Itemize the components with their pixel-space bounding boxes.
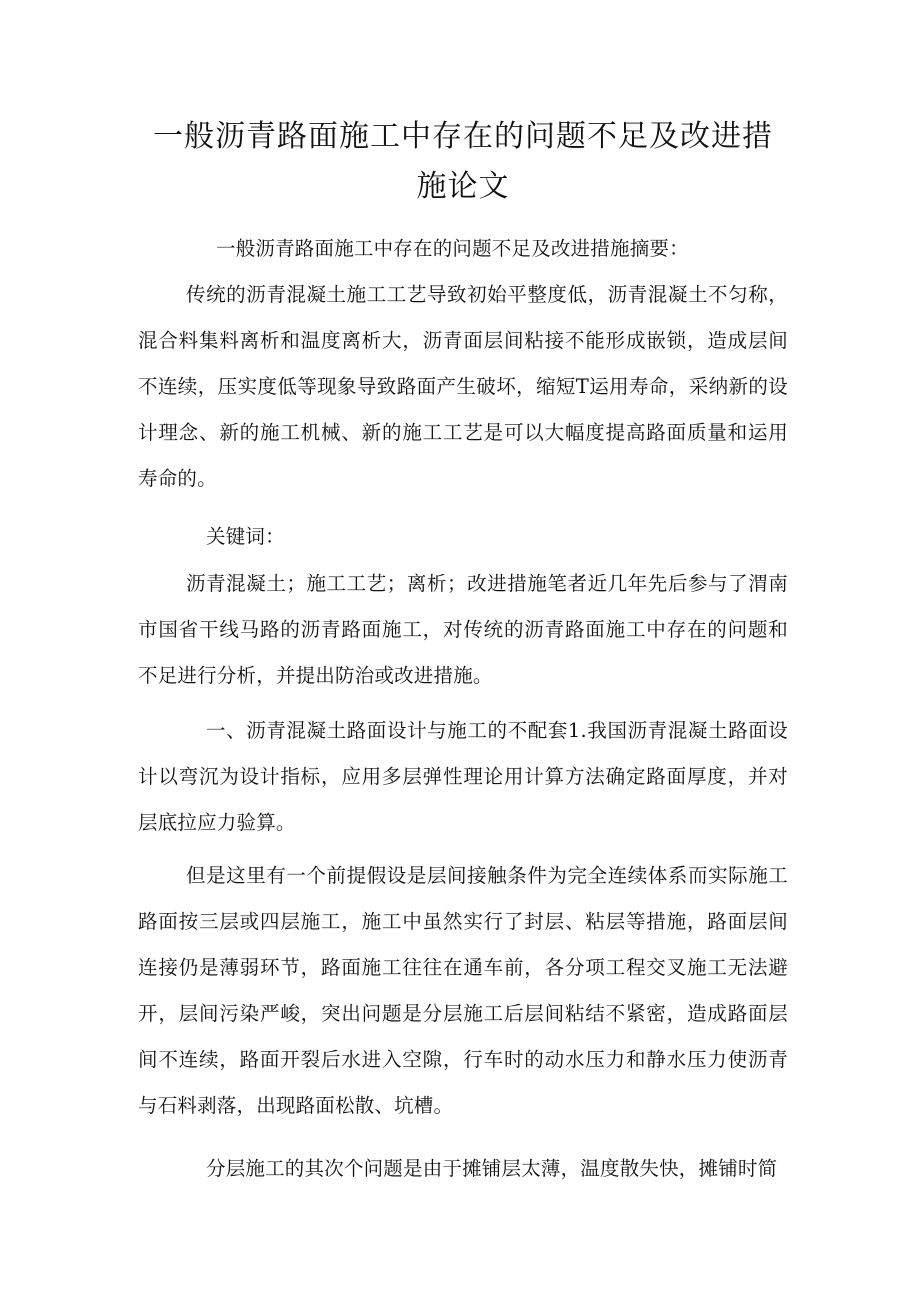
section-one-paragraph: 一、沥青混凝土路面设计与施工的不配套1.我国沥青混凝土路面设计以弯沉为设计指标，应用多层弹性理论用计算方法确定路面厚度，并对层底拉应力验算。 — [138, 719, 788, 834]
body-paragraph-2: 分层施工的其次个问题是由于摊铺层太薄，温度散失快，摊铺时简 — [206, 1157, 778, 1180]
document-title: 一般沥青路面施工中存在的问题不足及改进措施论文 — [153, 119, 773, 204]
body-paragraph-1: 但是这里有一个前提假设是层间接触条件为完全连续体系而实际施工路面按三层或四层施工，施工中虽然实行了封层、粘层等措施，路面层间连接仍是薄弱环节，路面施工往往在通车前，各分项工程交叉施工无法避开，层间污染严峻，突出问题是分层施工后层间粘结不紧密，造成路面层间不连续，路面开裂后水进入空隙，行车时的动水压力和静水压力使沥青与石料剥落，出现路面松散、坑槽。 — [138, 864, 788, 1117]
abstract-heading: 一般沥青路面施工中存在的问题不足及改进措施摘要： — [216, 237, 689, 260]
keywords-paragraph: 沥青混凝土；施工工艺；离析；改进措施笔者近几年先后参与了渭南市国省干线马路的沥青路面施工，对传统的沥青路面施工中存在的问题和不足进行分析，并提出防治或改进措施。 — [138, 572, 788, 687]
keywords-heading: 关键词： — [206, 525, 285, 548]
abstract-paragraph: 传统的沥青混凝土施工工艺导致初始平整度低，沥青混凝土不匀称，混合料集料离析和温度离析大，沥青面层间粘接不能形成嵌锁，造成层间不连续，压实度低等现象导致路面产生破坏，缩短T运用寿命，采纳新的设计理念、新的施工机械、新的施工工艺是可以大幅度提高路面质量和运用寿命的。 — [138, 283, 788, 490]
